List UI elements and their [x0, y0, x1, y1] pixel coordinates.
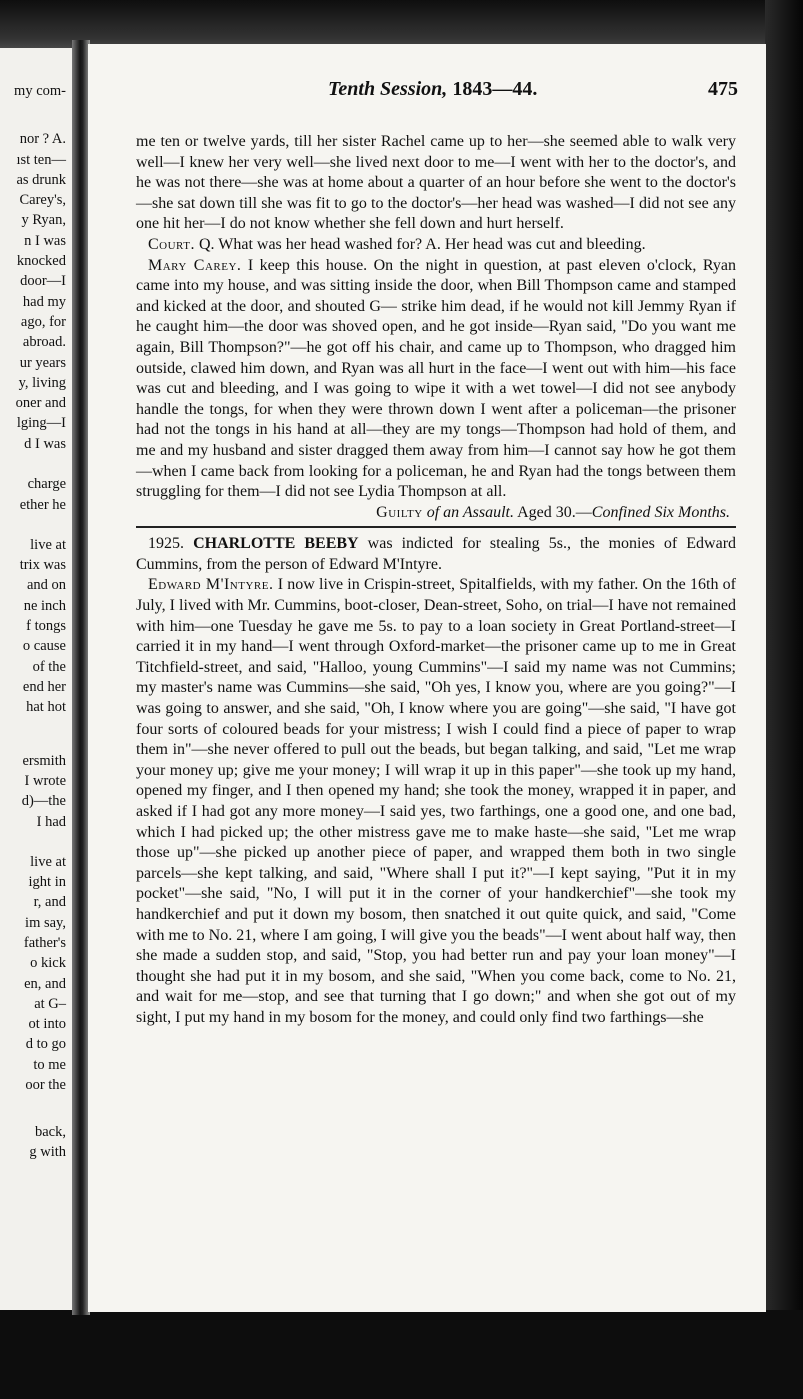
facing-page-line: lging—I [16, 415, 66, 431]
case-heading: 1925. CHARLOTTE BEEBY was indicted for stealing 5s., the monies of Edward Cummins, from the person of Edward M'Intyre. [136, 535, 737, 573]
page-body [136, 132, 736, 1029]
facing-page-line: I had [36, 814, 66, 830]
paragraph-continuation: me ten or twelve yards, till her sister Rachel came up to her—she seemed able to walk very well—I knew her very well—she lived next door to me—I went with her to the doctor's, and he was not there—she was at home about a quarter of an hour before she went to the doctor's—she sat down till she was fit to go to the doctor's—her head was washed—I did not see any one hit her—I do not know whether she fell down and hurt herself. [136, 133, 736, 233]
facing-page-line: had my [22, 294, 66, 310]
facing-page-line: o cause [22, 638, 66, 654]
facing-page-line: o kick [30, 955, 66, 971]
facing-page-line: ersmith [22, 753, 66, 769]
facing-page-line: knocked [16, 253, 66, 269]
facing-page-line: ago, for [20, 314, 66, 330]
facing-page-line: y Ryan, [21, 212, 66, 228]
verdict-line: Guilty of an Assault. Aged 30.—Confined Six Months. [376, 503, 730, 521]
speaker-label: Mary Carey. [148, 256, 242, 274]
facing-page-line: ne inch [23, 598, 66, 614]
facing-page-line: trix was [19, 557, 66, 573]
facing-page-line: n I was [24, 233, 66, 249]
facing-page-line: d to go [25, 1036, 66, 1052]
facing-page-line: as drunk [16, 172, 66, 188]
facing-page-fragment [0, 48, 72, 1310]
running-head [88, 78, 766, 102]
facing-page-line: at G– [34, 996, 66, 1012]
paragraph-court: Court. Q. What was her head washed for? A. Her head was cut and bleeding. [148, 235, 646, 253]
facing-page-line: father's [23, 935, 66, 951]
book-page [88, 44, 766, 1312]
facing-page-line: f tongs [26, 618, 66, 634]
facing-page-line: abroad. [22, 334, 66, 350]
facing-page-line: d)—the [21, 793, 66, 809]
facing-page-line: back, [35, 1124, 66, 1140]
paragraph-mary-carey: Mary Carey. I keep this house. On the night in question, at past eleven o'clock, Ryan came into my house, and was sitting inside the door, when Bill Thompson came and stamped and kicked at the door, and shouted G— strike him dead, if he would not kill Jemmy Ryan if he caught him—the door was shoved open, and he got inside—Ryan said, "Do you want me again, Bill Thompson?"—he got off his chair, and came up to Thompson, who dragged him outside, clawed him down, and Ryan was all hurt in the face—I went out with him—his face was cut and bleeding, and I was going to wipe it with a wet towel—I did not see anybody handle the tongs, for when they were thrown down I went after a policeman—the prisoner had not the tongs in his hand at all—they are my tongs—Thompson had hold of them, and me and my husband and sister dragged them away from him—I cannot say how he got them—when I came back from looking for a policeman, he and Ryan had the tongs between them struggling for them—I did not see Lydia Thompson at all. [136, 256, 736, 501]
facing-page-line: ot into [28, 1016, 66, 1032]
facing-page-line: en, and [24, 976, 66, 992]
facing-page-line: r, and [33, 894, 66, 910]
case-divider [136, 526, 736, 528]
facing-page-line: charge [27, 476, 66, 492]
facing-page-line: Carey's, [19, 192, 66, 208]
facing-page-line: ıst ten— [16, 152, 66, 168]
paragraph-edward-mintyre: Edward M'Intyre. I now live in Crispin-street, Spitalfields, with my father. On the 16th of July, I lived with Mr. Cummins, boot-closer, Dean-street, Soho, on trial—I have not remained with him—one Tuesday he gave me 5s. to pay to a loan society in Great Portland-street—I carried it in my hand—I went through Oxford-market—the prisoner came up to me in Great Titchfield-street, and said, "Halloo, young Cummins"—I said my name was not Cummins; my master's name was Cummins—she said, "Oh yes, I know you, where are you going?"—I was going to answer, and she said, "Oh, I know where you are going"—she said, "I have got four sorts of coloured beads for your mistress; I wish I could find a piece of paper to wrap them in"—she never offered to pull out the beads, but began talking, and said, "Let me wrap your money up; give me your money; I will wrap it up in this paper"—she took up my hand, opened my finger, and I then opened my hand; she took the money, wrapped it in paper, and asked if I had got any more money—I said yes, two farthings, one a good one, and one bad, which I had picked up; the other mistress gave me to make haste—she said, "Let me wrap those up"—she picked up another piece of paper, and wrapped them both in two single parcels—she kept talking, and said, "Where shall I put it?"—I kept saying, "Put it in my pocket"—she said, "No, I will put it in the corner of your handkerchief"—she took my handkerchief and put it down my bosom, then snatched it out quite quick, and said, "Come with me to No. 21, where I am going, I will give you the beads"—I went about half way, then she made a sudden stop, and said, "Stop, you had better run and pay your loan money"—I thought she had put it in my bosom, and she said, "When you come back, come to No. 21, and wait for me—stop, and see that turning that I go down;" and when she got out of my sight, I put my hand in my bosom for the money, and could only find two farthings—she [136, 576, 737, 1026]
facing-page-line: hat hot [26, 699, 66, 715]
facing-page-line: im say, [25, 915, 66, 931]
facing-page-line: live at [30, 854, 66, 870]
facing-page-line: door—I [20, 273, 66, 289]
facing-page-line: ether he [19, 497, 66, 513]
facing-page-line: y, living [18, 375, 66, 391]
facing-page-line: oner and [15, 395, 66, 411]
speaker-label: Edward M'Intyre. [148, 576, 274, 594]
facing-page-line: live at [30, 537, 66, 553]
facing-page-line: ight in [28, 874, 66, 890]
scan-bottom-edge [0, 1310, 803, 1399]
scan-right-edge [765, 0, 803, 1399]
facing-page-line: nor ? A. [19, 131, 66, 147]
facing-page-line: d I was [24, 436, 66, 452]
case-number: 1925. [148, 535, 184, 553]
page-number: 475 [708, 78, 738, 100]
facing-page-line: my com- [14, 83, 66, 99]
defendant-name: CHARLOTTE BEEBY [193, 535, 359, 553]
running-head-title: Tenth Session, 1843—44. [328, 78, 538, 100]
facing-page-line: of the [32, 659, 66, 675]
facing-page-line: oor the [25, 1077, 66, 1093]
facing-page-line: end her [22, 679, 66, 695]
facing-page-line: and on [26, 577, 66, 593]
speaker-label: Court. [148, 235, 195, 253]
facing-page-line: g with [29, 1144, 66, 1160]
facing-page-line: I wrote [24, 773, 66, 789]
facing-page-line: ur years [19, 355, 66, 371]
facing-page-line: to me [33, 1057, 66, 1073]
